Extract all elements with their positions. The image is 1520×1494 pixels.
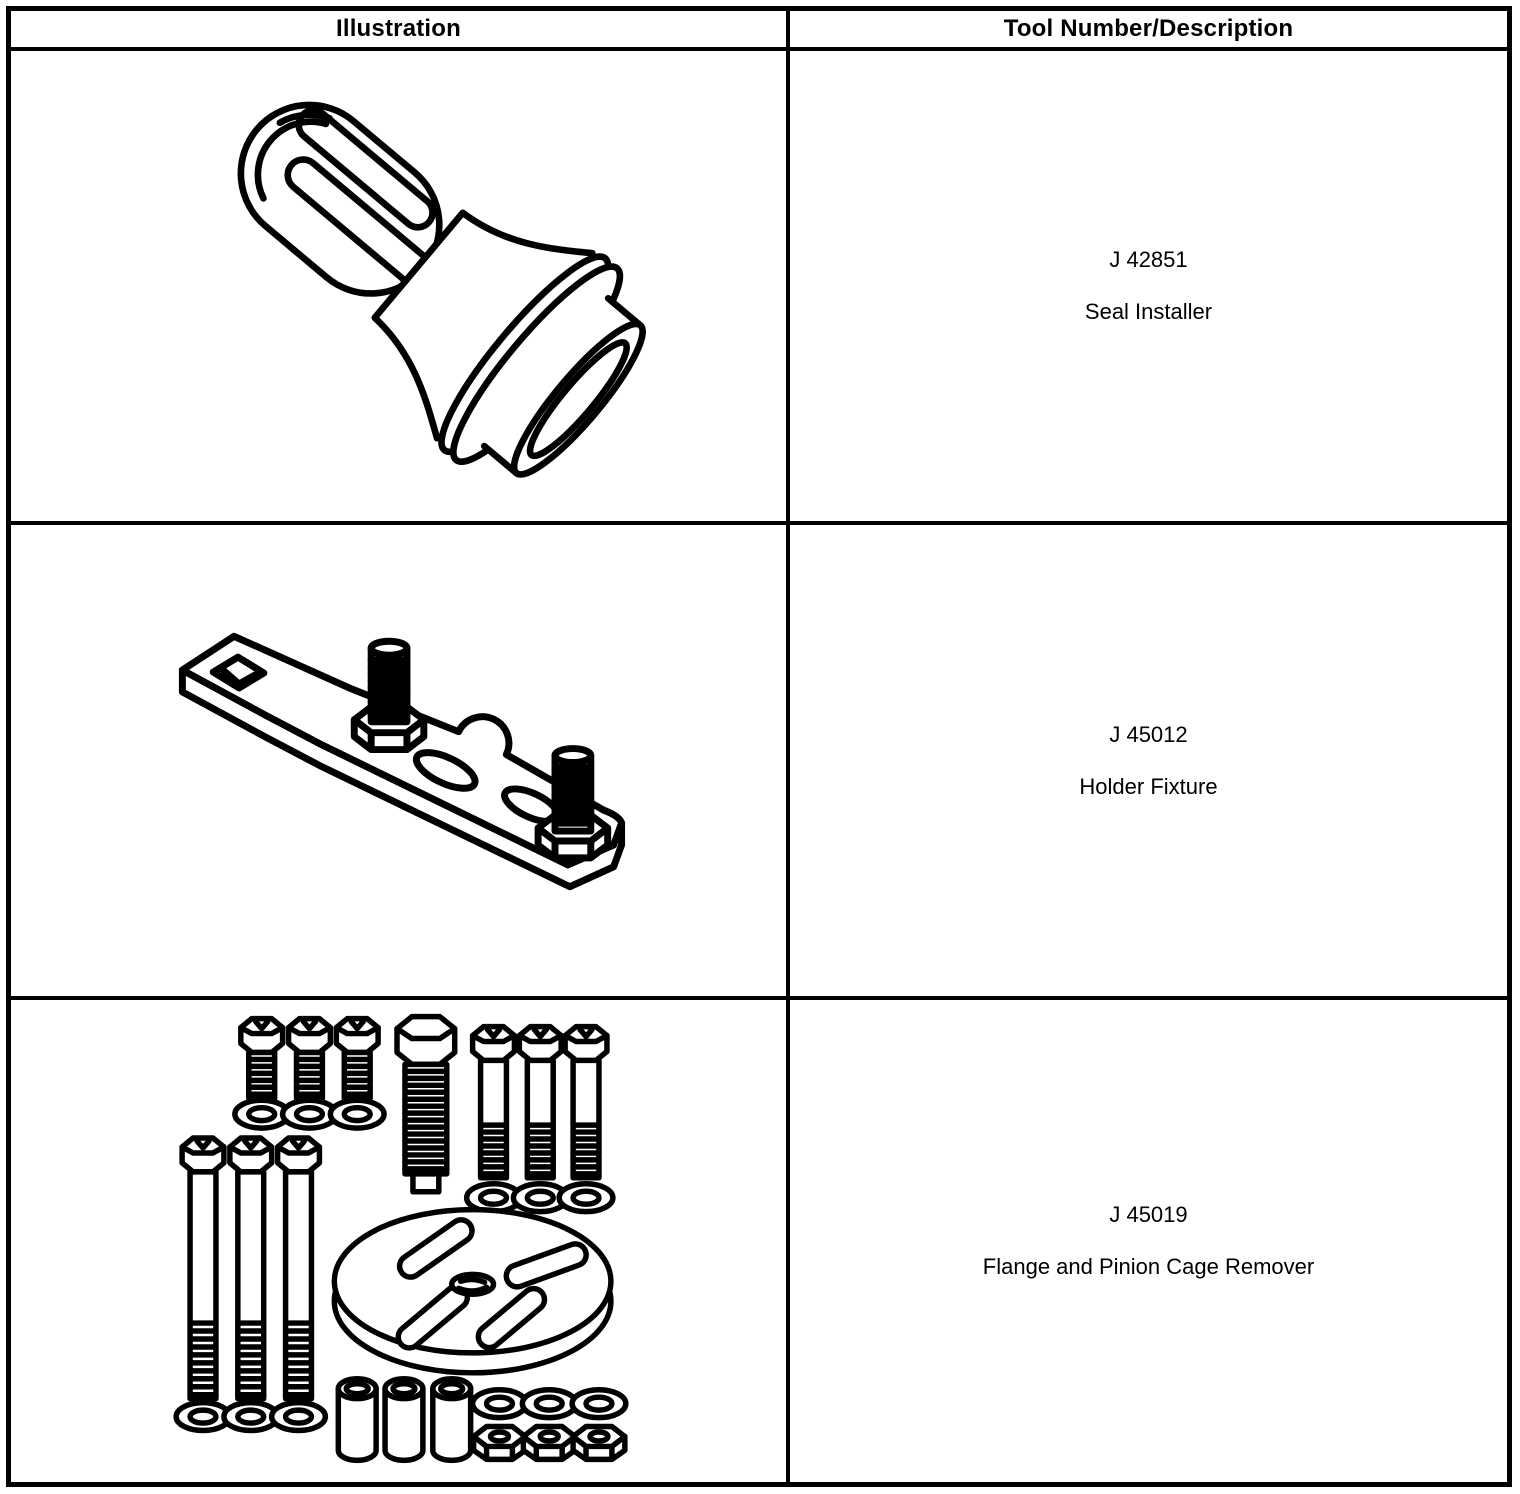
washer <box>572 1390 626 1418</box>
row3-illustration-cell <box>11 1000 790 1482</box>
row3-description-cell <box>790 1000 1507 1482</box>
washer <box>330 1100 384 1128</box>
tool-number: J 42851 <box>1109 247 1188 272</box>
hex-nut <box>474 1427 526 1460</box>
long-bolt <box>230 1138 272 1399</box>
stud2-threads <box>555 767 591 823</box>
tool-description: Holder Fixture <box>1079 773 1218 799</box>
seal-installer-illustration <box>11 51 786 521</box>
holder-fixture-illustration <box>11 525 786 996</box>
row1-illustration-cell <box>11 51 790 525</box>
washer <box>559 1184 613 1212</box>
header-illustration: Illustration <box>11 11 790 51</box>
row2-description-cell <box>790 525 1507 1000</box>
long-bolt <box>278 1138 320 1399</box>
tool-description: Flange and Pinion Cage Remover <box>982 1254 1315 1279</box>
tool-number: J 45019 <box>1109 1202 1188 1227</box>
flange-and-pinion-cage-remover-illustration <box>11 1000 786 1482</box>
hex-nut <box>573 1427 625 1460</box>
short-bolt <box>336 1019 378 1099</box>
row2-illustration-cell <box>11 525 790 1000</box>
special-tools-table <box>6 6 1512 1487</box>
stud2-top <box>555 749 591 763</box>
medium-bolt <box>565 1027 607 1178</box>
spacer-sleeve <box>433 1379 471 1461</box>
short-bolt <box>289 1019 331 1099</box>
stud1-threads <box>371 660 407 716</box>
tool-description: Seal Installer <box>1084 299 1213 324</box>
forcing-screw <box>397 1017 455 1192</box>
remover-disc <box>334 1210 611 1373</box>
header-tool-number-description: Tool Number/Description <box>790 11 1507 51</box>
tool-number: J 45012 <box>1109 721 1188 747</box>
short-bolt <box>241 1019 283 1099</box>
row1-description-cell <box>790 51 1507 525</box>
hex-nut <box>523 1427 575 1460</box>
washer <box>473 1390 527 1418</box>
spacer-sleeve <box>385 1379 423 1461</box>
medium-bolt <box>519 1027 561 1178</box>
long-bolt <box>182 1138 224 1399</box>
washer <box>522 1390 576 1418</box>
medium-bolt <box>473 1027 515 1178</box>
stud1-top <box>371 641 407 655</box>
spacer-sleeve <box>338 1379 376 1461</box>
washer <box>272 1403 326 1431</box>
